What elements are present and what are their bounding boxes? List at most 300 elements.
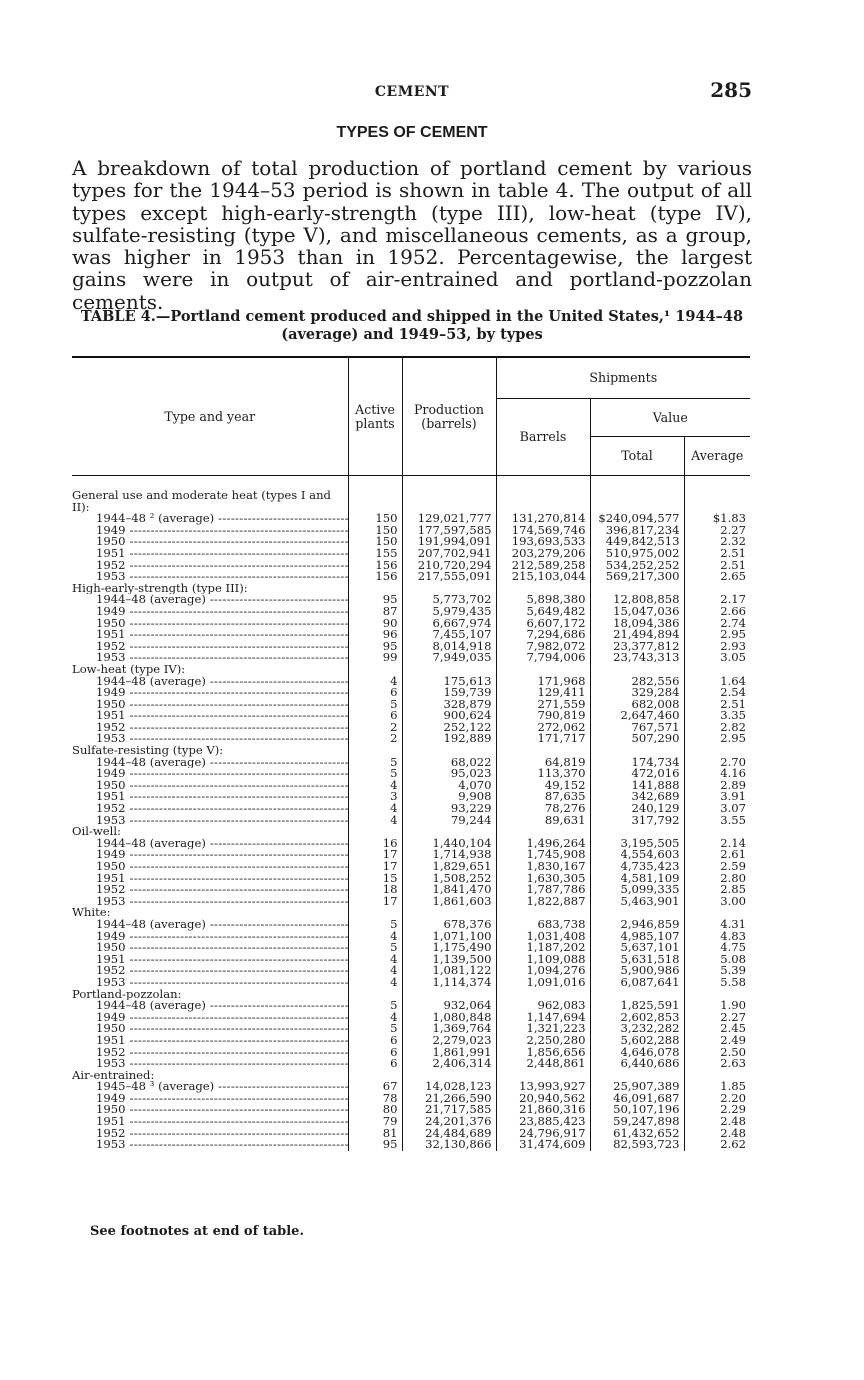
cell-average: 3.55 xyxy=(720,814,747,827)
cell-production: 1,508,252 xyxy=(402,873,496,885)
row-year-cell xyxy=(72,780,348,792)
cell-plants: 96 xyxy=(348,629,402,641)
cell-production: 5,979,435 xyxy=(402,606,496,618)
cell-barrels: 1,496,264 xyxy=(496,838,590,850)
row-year: 1949 ----- xyxy=(96,1012,348,1024)
cell-total: 82,593,723 xyxy=(590,1139,684,1151)
table-row xyxy=(72,722,750,734)
cell-production: 8,014,918 xyxy=(402,641,496,653)
group-title: Sulfate-resisting (type V): xyxy=(72,745,348,757)
row-year: 1953 ----- xyxy=(96,815,348,827)
row-year: 1950 ----- xyxy=(96,1104,348,1116)
cell-total: 1,825,591 xyxy=(590,1000,684,1012)
cell-plants: 2 xyxy=(348,733,402,745)
row-year: 1952 ----- xyxy=(96,641,348,653)
cell-total: 4,646,078 xyxy=(590,1047,684,1059)
table-row xyxy=(72,548,750,560)
cell-plants: 90 xyxy=(348,618,402,630)
cell-plants: 4 xyxy=(348,815,402,827)
cell-barrels: 1,630,305 xyxy=(496,873,590,885)
cell-barrels: 1,031,408 xyxy=(496,931,590,943)
row-year-cell xyxy=(72,606,348,618)
cell-barrels: 790,819 xyxy=(496,710,590,722)
cell-average: 4.75 xyxy=(720,942,747,954)
cell-production: 175,613 xyxy=(402,676,496,688)
cell-production: 1,829,651 xyxy=(402,861,496,873)
cell-production: 191,994,091 xyxy=(402,536,496,548)
cell-barrels: 1,745,908 xyxy=(496,849,590,861)
cell-total: 141,888 xyxy=(590,780,684,792)
group-title: High-early-strength (type III): xyxy=(72,583,348,595)
cell-total: 329,284 xyxy=(590,687,684,699)
cell-barrels: 20,940,562 xyxy=(496,1093,590,1105)
table-row xyxy=(72,1081,750,1093)
table-row xyxy=(72,1023,750,1035)
table-row xyxy=(72,699,750,711)
row-year: 1953 ----- xyxy=(96,1139,348,1151)
cell-average: 2.48 xyxy=(720,1116,747,1128)
table-row xyxy=(72,849,750,861)
cell-total: 5,099,335 xyxy=(590,884,684,896)
row-year: 1950 ----- xyxy=(96,699,348,711)
row-year: 1950 ----- xyxy=(96,1023,348,1035)
cell-average: 2.14 xyxy=(720,837,747,850)
cell-average: 3.91 xyxy=(720,791,747,804)
row-year-cell xyxy=(72,849,348,861)
table-row xyxy=(72,1128,750,1140)
cell-production: 1,071,100 xyxy=(402,931,496,943)
table-group-row xyxy=(72,826,750,838)
cell-plants: 5 xyxy=(348,919,402,931)
cell-total: 2,602,853 xyxy=(590,1012,684,1024)
table-row xyxy=(72,1000,750,1012)
cell-plants: 95 xyxy=(348,594,402,606)
row-year: 1949 ----- xyxy=(96,606,348,618)
cell-plants: 6 xyxy=(348,1047,402,1059)
table-group-row xyxy=(72,745,750,757)
cell-production: 210,720,294 xyxy=(402,560,496,572)
group-title: Low-heat (type IV): xyxy=(72,664,348,676)
cell-plants: 3 xyxy=(348,791,402,803)
cell-barrels: 193,693,533 xyxy=(496,536,590,548)
cell-average: 2.51 xyxy=(720,698,747,711)
cement-table xyxy=(72,356,750,1151)
cell-plants: 5 xyxy=(348,757,402,769)
header-type-year: Type and year xyxy=(72,357,348,476)
cell-average: 1.90 xyxy=(720,1000,747,1012)
cell-average: 5.39 xyxy=(720,965,747,977)
cell-plants: 6 xyxy=(348,1058,402,1070)
cell-barrels: 78,276 xyxy=(496,803,590,815)
row-year-cell xyxy=(72,942,348,954)
cell-average: 2.66 xyxy=(720,605,747,618)
row-year-cell xyxy=(72,838,348,850)
table-row xyxy=(72,780,750,792)
cell-total: 682,008 xyxy=(590,699,684,711)
row-year: 1951 ----- xyxy=(96,1116,348,1128)
row-year: 1944–48 ² (average) ----- xyxy=(96,513,348,525)
cell-barrels: 203,279,206 xyxy=(496,548,590,560)
table-body xyxy=(72,476,750,1151)
cell-plants: 6 xyxy=(348,710,402,722)
cell-total: 507,290 xyxy=(590,733,684,745)
cell-production: 68,022 xyxy=(402,757,496,769)
cell-total: 50,107,196 xyxy=(590,1104,684,1116)
row-year-cell xyxy=(72,1093,348,1105)
group-title: White: xyxy=(72,907,348,919)
cell-production: 1,841,470 xyxy=(402,884,496,896)
cell-total: 3,232,282 xyxy=(590,1023,684,1035)
row-year-cell xyxy=(72,722,348,734)
cell-barrels: 21,860,316 xyxy=(496,1104,590,1116)
cell-total: 18,094,386 xyxy=(590,618,684,630)
table-row xyxy=(72,1047,750,1059)
cell-average: $1.83 xyxy=(712,513,747,525)
cell-production: 1,139,500 xyxy=(402,954,496,966)
row-year: 1951 ----- xyxy=(96,1035,348,1047)
cell-average: 2.63 xyxy=(720,1058,747,1070)
row-year: 1953 ----- xyxy=(96,977,348,989)
cell-plants: 4 xyxy=(348,954,402,966)
row-year-cell xyxy=(72,1023,348,1035)
table-row xyxy=(72,884,750,896)
row-year-cell xyxy=(72,513,348,525)
row-year-cell xyxy=(72,733,348,745)
cell-total: 61,432,652 xyxy=(590,1128,684,1140)
cell-average: 2.74 xyxy=(720,617,747,630)
cell-plants: 4 xyxy=(348,803,402,815)
cell-total: 3,195,505 xyxy=(590,838,684,850)
cell-average: 2.27 xyxy=(720,524,747,537)
table-caption-line2: (average) and 1949–53, by types xyxy=(281,326,543,343)
cell-total: 23,743,313 xyxy=(590,652,684,664)
cell-average: 2.80 xyxy=(720,872,747,885)
cell-average: 2.62 xyxy=(720,1139,747,1151)
group-title: Oil-well: xyxy=(72,826,348,838)
row-year: 1952 ----- xyxy=(96,965,348,977)
row-year-cell xyxy=(72,571,348,583)
table-row xyxy=(72,676,750,688)
running-head: CEMENT xyxy=(374,84,450,100)
header-active-plants: Active plants xyxy=(348,357,402,476)
cell-production: 21,717,585 xyxy=(402,1104,496,1116)
cell-plants: 6 xyxy=(348,1035,402,1047)
cell-production: 252,122 xyxy=(402,722,496,734)
cell-plants: 4 xyxy=(348,977,402,989)
table-row xyxy=(72,931,750,943)
cell-barrels: 1,091,016 xyxy=(496,977,590,989)
cell-total: $240,094,577 xyxy=(590,513,684,525)
cell-plants: 17 xyxy=(348,896,402,908)
cell-plants: 5 xyxy=(348,942,402,954)
row-year-cell xyxy=(72,676,348,688)
row-year: 1951 ----- xyxy=(96,710,348,722)
table-row xyxy=(72,1139,750,1151)
row-year: 1949 ----- xyxy=(96,768,348,780)
cell-plants: 17 xyxy=(348,861,402,873)
cell-barrels: 683,738 xyxy=(496,919,590,931)
cell-plants: 5 xyxy=(348,1023,402,1035)
cell-average: 4.83 xyxy=(720,930,747,943)
table-group-row xyxy=(72,490,750,513)
cell-average: 4.16 xyxy=(720,768,747,780)
cell-barrels: 962,083 xyxy=(496,1000,590,1012)
row-year: 1952 ----- xyxy=(96,560,348,572)
row-year-cell xyxy=(72,618,348,630)
cell-barrels: 89,631 xyxy=(496,815,590,827)
cell-plants: 78 xyxy=(348,1093,402,1105)
cell-average: 2.70 xyxy=(720,756,747,769)
cell-production: 7,949,035 xyxy=(402,652,496,664)
cell-plants: 81 xyxy=(348,1128,402,1140)
cell-barrels: 171,717 xyxy=(496,733,590,745)
row-year: 1949 ----- xyxy=(96,687,348,699)
cell-plants: 150 xyxy=(348,536,402,548)
cell-average: 2.51 xyxy=(720,547,747,560)
cell-production: 328,879 xyxy=(402,699,496,711)
cell-total: 5,463,901 xyxy=(590,896,684,908)
table-row xyxy=(72,618,750,630)
row-year: 1944–48 (average) ----- xyxy=(96,594,348,606)
cell-average: 3.07 xyxy=(720,803,747,815)
cell-plants: 17 xyxy=(348,849,402,861)
table-footnote: See footnotes at end of table. xyxy=(90,1224,304,1239)
cell-total: 569,217,300 xyxy=(590,571,684,583)
cell-barrels: 64,819 xyxy=(496,757,590,769)
table-row xyxy=(72,954,750,966)
row-year: 1949 ----- xyxy=(96,849,348,861)
cell-barrels: 2,250,280 xyxy=(496,1035,590,1047)
table-row xyxy=(72,571,750,583)
cell-production: 9,908 xyxy=(402,791,496,803)
row-year: 1953 ----- xyxy=(96,1058,348,1070)
cell-total: 534,252,252 xyxy=(590,560,684,572)
cell-average: 2.59 xyxy=(720,861,747,873)
cell-total: 472,016 xyxy=(590,768,684,780)
cell-barrels: 272,062 xyxy=(496,722,590,734)
row-year-cell xyxy=(72,1035,348,1047)
cell-plants: 155 xyxy=(348,548,402,560)
row-year: 1952 ----- xyxy=(96,884,348,896)
cell-barrels: 7,794,006 xyxy=(496,652,590,664)
intro-paragraph: A breakdown of total production of portland cement by various types for the 1944–53 period is shown in table 4. The output of all types except high-early-strength (type III), low-heat (type IV), sulfate-resisting (type V), and miscellaneous cements, as a group, was higher in 1953 than in 1952. Percentagewise, the largest gains were in output of air-entrained and portland-pozzolan cements. xyxy=(72,156,752,314)
row-year-cell xyxy=(72,525,348,537)
table-group-row xyxy=(72,989,750,1001)
cell-average: 2.50 xyxy=(720,1046,747,1059)
cell-production: 24,201,376 xyxy=(402,1116,496,1128)
cell-barrels: 1,187,202 xyxy=(496,942,590,954)
table-row xyxy=(72,687,750,699)
cell-total: 342,689 xyxy=(590,791,684,803)
cell-total: 449,842,513 xyxy=(590,536,684,548)
cell-total: 317,792 xyxy=(590,815,684,827)
cell-production: 900,624 xyxy=(402,710,496,722)
cell-production: 932,064 xyxy=(402,1000,496,1012)
row-year: 1951 ----- xyxy=(96,548,348,560)
cell-average: 2.61 xyxy=(720,849,747,861)
table-row xyxy=(72,733,750,745)
row-year-cell xyxy=(72,548,348,560)
cell-plants: 18 xyxy=(348,884,402,896)
row-year: 1949 ----- xyxy=(96,1093,348,1105)
cell-plants: 99 xyxy=(348,652,402,664)
cell-total: 4,735,423 xyxy=(590,861,684,873)
cell-total: 5,637,101 xyxy=(590,942,684,954)
row-year: 1950 ----- xyxy=(96,780,348,792)
cell-average: 2.49 xyxy=(720,1034,747,1047)
cell-production: 217,555,091 xyxy=(402,571,496,583)
row-year: 1950 ----- xyxy=(96,536,348,548)
table-row xyxy=(72,1012,750,1024)
cell-average: 2.85 xyxy=(720,884,747,896)
table-row xyxy=(72,965,750,977)
row-year-cell xyxy=(72,1047,348,1059)
cell-plants: 4 xyxy=(348,780,402,792)
cell-plants: 150 xyxy=(348,525,402,537)
table-row xyxy=(72,977,750,989)
cell-total: 6,087,641 xyxy=(590,977,684,989)
cell-production: 2,279,023 xyxy=(402,1035,496,1047)
row-year: 1944–48 (average) ----- xyxy=(96,757,348,769)
header-barrels: Barrels xyxy=(496,399,590,476)
cell-total: 2,647,460 xyxy=(590,710,684,722)
cell-production: 21,266,590 xyxy=(402,1093,496,1105)
cell-total: 46,091,687 xyxy=(590,1093,684,1105)
row-year-cell xyxy=(72,1081,348,1093)
cell-barrels: 131,270,814 xyxy=(496,513,590,525)
cell-barrels: 31,474,609 xyxy=(496,1139,590,1151)
header-average: Average xyxy=(684,437,750,476)
cell-total: 240,129 xyxy=(590,803,684,815)
cell-barrels: 113,370 xyxy=(496,768,590,780)
row-year: 1953 ----- xyxy=(96,733,348,745)
cell-production: 7,455,107 xyxy=(402,629,496,641)
table-row xyxy=(72,710,750,722)
row-year: 1952 ----- xyxy=(96,803,348,815)
row-year-cell xyxy=(72,919,348,931)
cell-production: 95,023 xyxy=(402,768,496,780)
cell-total: 6,440,686 xyxy=(590,1058,684,1070)
row-year-cell xyxy=(72,757,348,769)
cell-average: 5.08 xyxy=(720,953,747,966)
table-caption xyxy=(72,308,752,344)
cell-production: 159,739 xyxy=(402,687,496,699)
row-year: 1944–48 (average) ----- xyxy=(96,919,348,931)
cell-average: 2.29 xyxy=(720,1104,747,1117)
cell-barrels: 1,147,694 xyxy=(496,1012,590,1024)
table-row xyxy=(72,606,750,618)
cell-average: 2.20 xyxy=(720,1092,747,1105)
row-year-cell xyxy=(72,652,348,664)
cell-plants: 4 xyxy=(348,1012,402,1024)
cell-barrels: 212,589,258 xyxy=(496,560,590,572)
row-year: 1950 ----- xyxy=(96,618,348,630)
cell-average: 2.32 xyxy=(720,536,747,548)
row-year-cell xyxy=(72,1000,348,1012)
table-row xyxy=(72,896,750,908)
cell-plants: 15 xyxy=(348,873,402,885)
cell-total: 12,808,858 xyxy=(590,594,684,606)
cell-barrels: 49,152 xyxy=(496,780,590,792)
cell-barrels: 1,830,167 xyxy=(496,861,590,873)
row-year-cell xyxy=(72,768,348,780)
cell-total: 282,556 xyxy=(590,676,684,688)
cell-average: 2.48 xyxy=(720,1127,747,1140)
cell-plants: 87 xyxy=(348,606,402,618)
cell-production: 5,773,702 xyxy=(402,594,496,606)
row-year-cell xyxy=(72,1128,348,1140)
row-year-cell xyxy=(72,710,348,722)
row-year: 1951 ----- xyxy=(96,629,348,641)
row-year-cell xyxy=(72,965,348,977)
row-year-cell xyxy=(72,884,348,896)
group-title: Air-entrained: xyxy=(72,1070,348,1082)
table-row xyxy=(72,942,750,954)
cell-production: 6,667,974 xyxy=(402,618,496,630)
cell-total: 2,946,859 xyxy=(590,919,684,931)
table-row xyxy=(72,838,750,850)
row-year-cell xyxy=(72,1116,348,1128)
row-year-cell xyxy=(72,931,348,943)
cell-barrels: 215,103,044 xyxy=(496,571,590,583)
cell-average: 2.54 xyxy=(720,687,747,699)
cell-production: 678,376 xyxy=(402,919,496,931)
cell-plants: 67 xyxy=(348,1081,402,1093)
cell-average: 2.65 xyxy=(720,571,747,583)
row-year-cell xyxy=(72,803,348,815)
row-year-cell xyxy=(72,699,348,711)
cell-barrels: 171,968 xyxy=(496,676,590,688)
cell-production: 93,229 xyxy=(402,803,496,815)
cell-total: 4,581,109 xyxy=(590,873,684,885)
row-year-cell xyxy=(72,815,348,827)
row-year: 1953 ----- xyxy=(96,896,348,908)
table-row xyxy=(72,1093,750,1105)
row-year-cell xyxy=(72,641,348,653)
section-title: TYPES OF CEMENT xyxy=(336,124,488,141)
cell-average: 2.51 xyxy=(720,559,747,572)
cell-barrels: 174,569,746 xyxy=(496,525,590,537)
cell-average: 3.05 xyxy=(720,652,747,664)
cell-plants: 2 xyxy=(348,722,402,734)
cell-average: 2.95 xyxy=(720,733,747,746)
cell-total: 5,602,288 xyxy=(590,1035,684,1047)
cell-barrels: 13,993,927 xyxy=(496,1081,590,1093)
cell-total: 174,734 xyxy=(590,757,684,769)
table-row xyxy=(72,641,750,653)
page-number: 285 xyxy=(710,78,752,102)
table-row xyxy=(72,594,750,606)
cell-barrels: 6,607,172 xyxy=(496,618,590,630)
cell-total: 21,494,894 xyxy=(590,629,684,641)
cell-barrels: 1,109,088 xyxy=(496,954,590,966)
cell-plants: 6 xyxy=(348,687,402,699)
row-year: 1953 ----- xyxy=(96,571,348,583)
table-row xyxy=(72,1104,750,1116)
table-group-row xyxy=(72,907,750,919)
cell-production: 1,080,848 xyxy=(402,1012,496,1024)
cell-production: 1,714,938 xyxy=(402,849,496,861)
cell-production: 177,597,585 xyxy=(402,525,496,537)
row-year: 1952 ----- xyxy=(96,1047,348,1059)
table-row xyxy=(72,815,750,827)
cell-production: 1,114,374 xyxy=(402,977,496,989)
cell-average: 5.58 xyxy=(720,976,747,989)
table-row xyxy=(72,757,750,769)
cell-total: 5,900,986 xyxy=(590,965,684,977)
row-year: 1944–48 (average) ----- xyxy=(96,676,348,688)
table-group-row xyxy=(72,583,750,595)
